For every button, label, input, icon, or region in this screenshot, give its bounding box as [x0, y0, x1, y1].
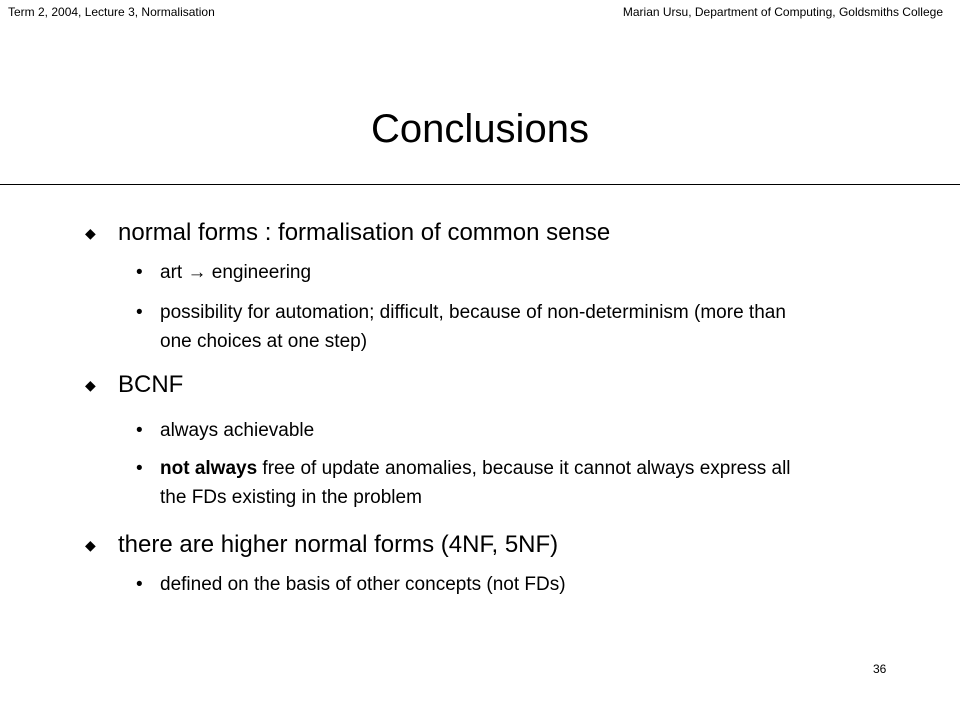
bullet-bcnf: BCNF: [118, 371, 184, 398]
diamond-bullet-icon: ◆: [85, 537, 96, 553]
diamond-bullet-icon: ◆: [85, 225, 96, 241]
subbullet-update-anomalies: [160, 454, 820, 512]
page-number: 36: [873, 662, 887, 676]
dot-bullet-icon: •: [136, 302, 143, 323]
subbullet-art-engineering: [160, 258, 820, 287]
subbullet-automation: possibility for automation; difficult, because of non-determinism (more than one choices at one step): [160, 302, 786, 352]
subbullet-other-concepts: defined on the basis of other concepts (not FDs): [160, 574, 566, 595]
update-anomalies-text: free of update anomalies, because it cannot always express all the FDs existing in the problem: [160, 458, 791, 508]
header-left-text: Term 2, 2004, Lecture 3, Normalisation: [8, 5, 215, 19]
art-text: art: [160, 262, 183, 283]
dot-bullet-icon: •: [136, 574, 143, 595]
not-always-emphasis: not always: [160, 458, 258, 479]
bullet-higher-normal-forms: there are higher normal forms (4NF, 5NF): [118, 531, 559, 558]
header-right-text: Marian Ursu, Department of Computing, Goldsmiths College: [622, 5, 943, 19]
dot-bullet-icon: •: [136, 458, 143, 479]
right-arrow-icon: →: [187, 262, 207, 283]
dot-bullet-icon: •: [136, 420, 143, 441]
slide-title: Conclusions: [371, 107, 589, 151]
bullet-normal-forms: normal forms : formalisation of common sense: [118, 219, 611, 246]
engineering-text: engineering: [211, 262, 312, 283]
dot-bullet-icon: •: [136, 262, 143, 283]
diamond-bullet-icon: ◆: [85, 377, 96, 393]
subbullet-always-achievable: always achievable: [160, 420, 315, 441]
